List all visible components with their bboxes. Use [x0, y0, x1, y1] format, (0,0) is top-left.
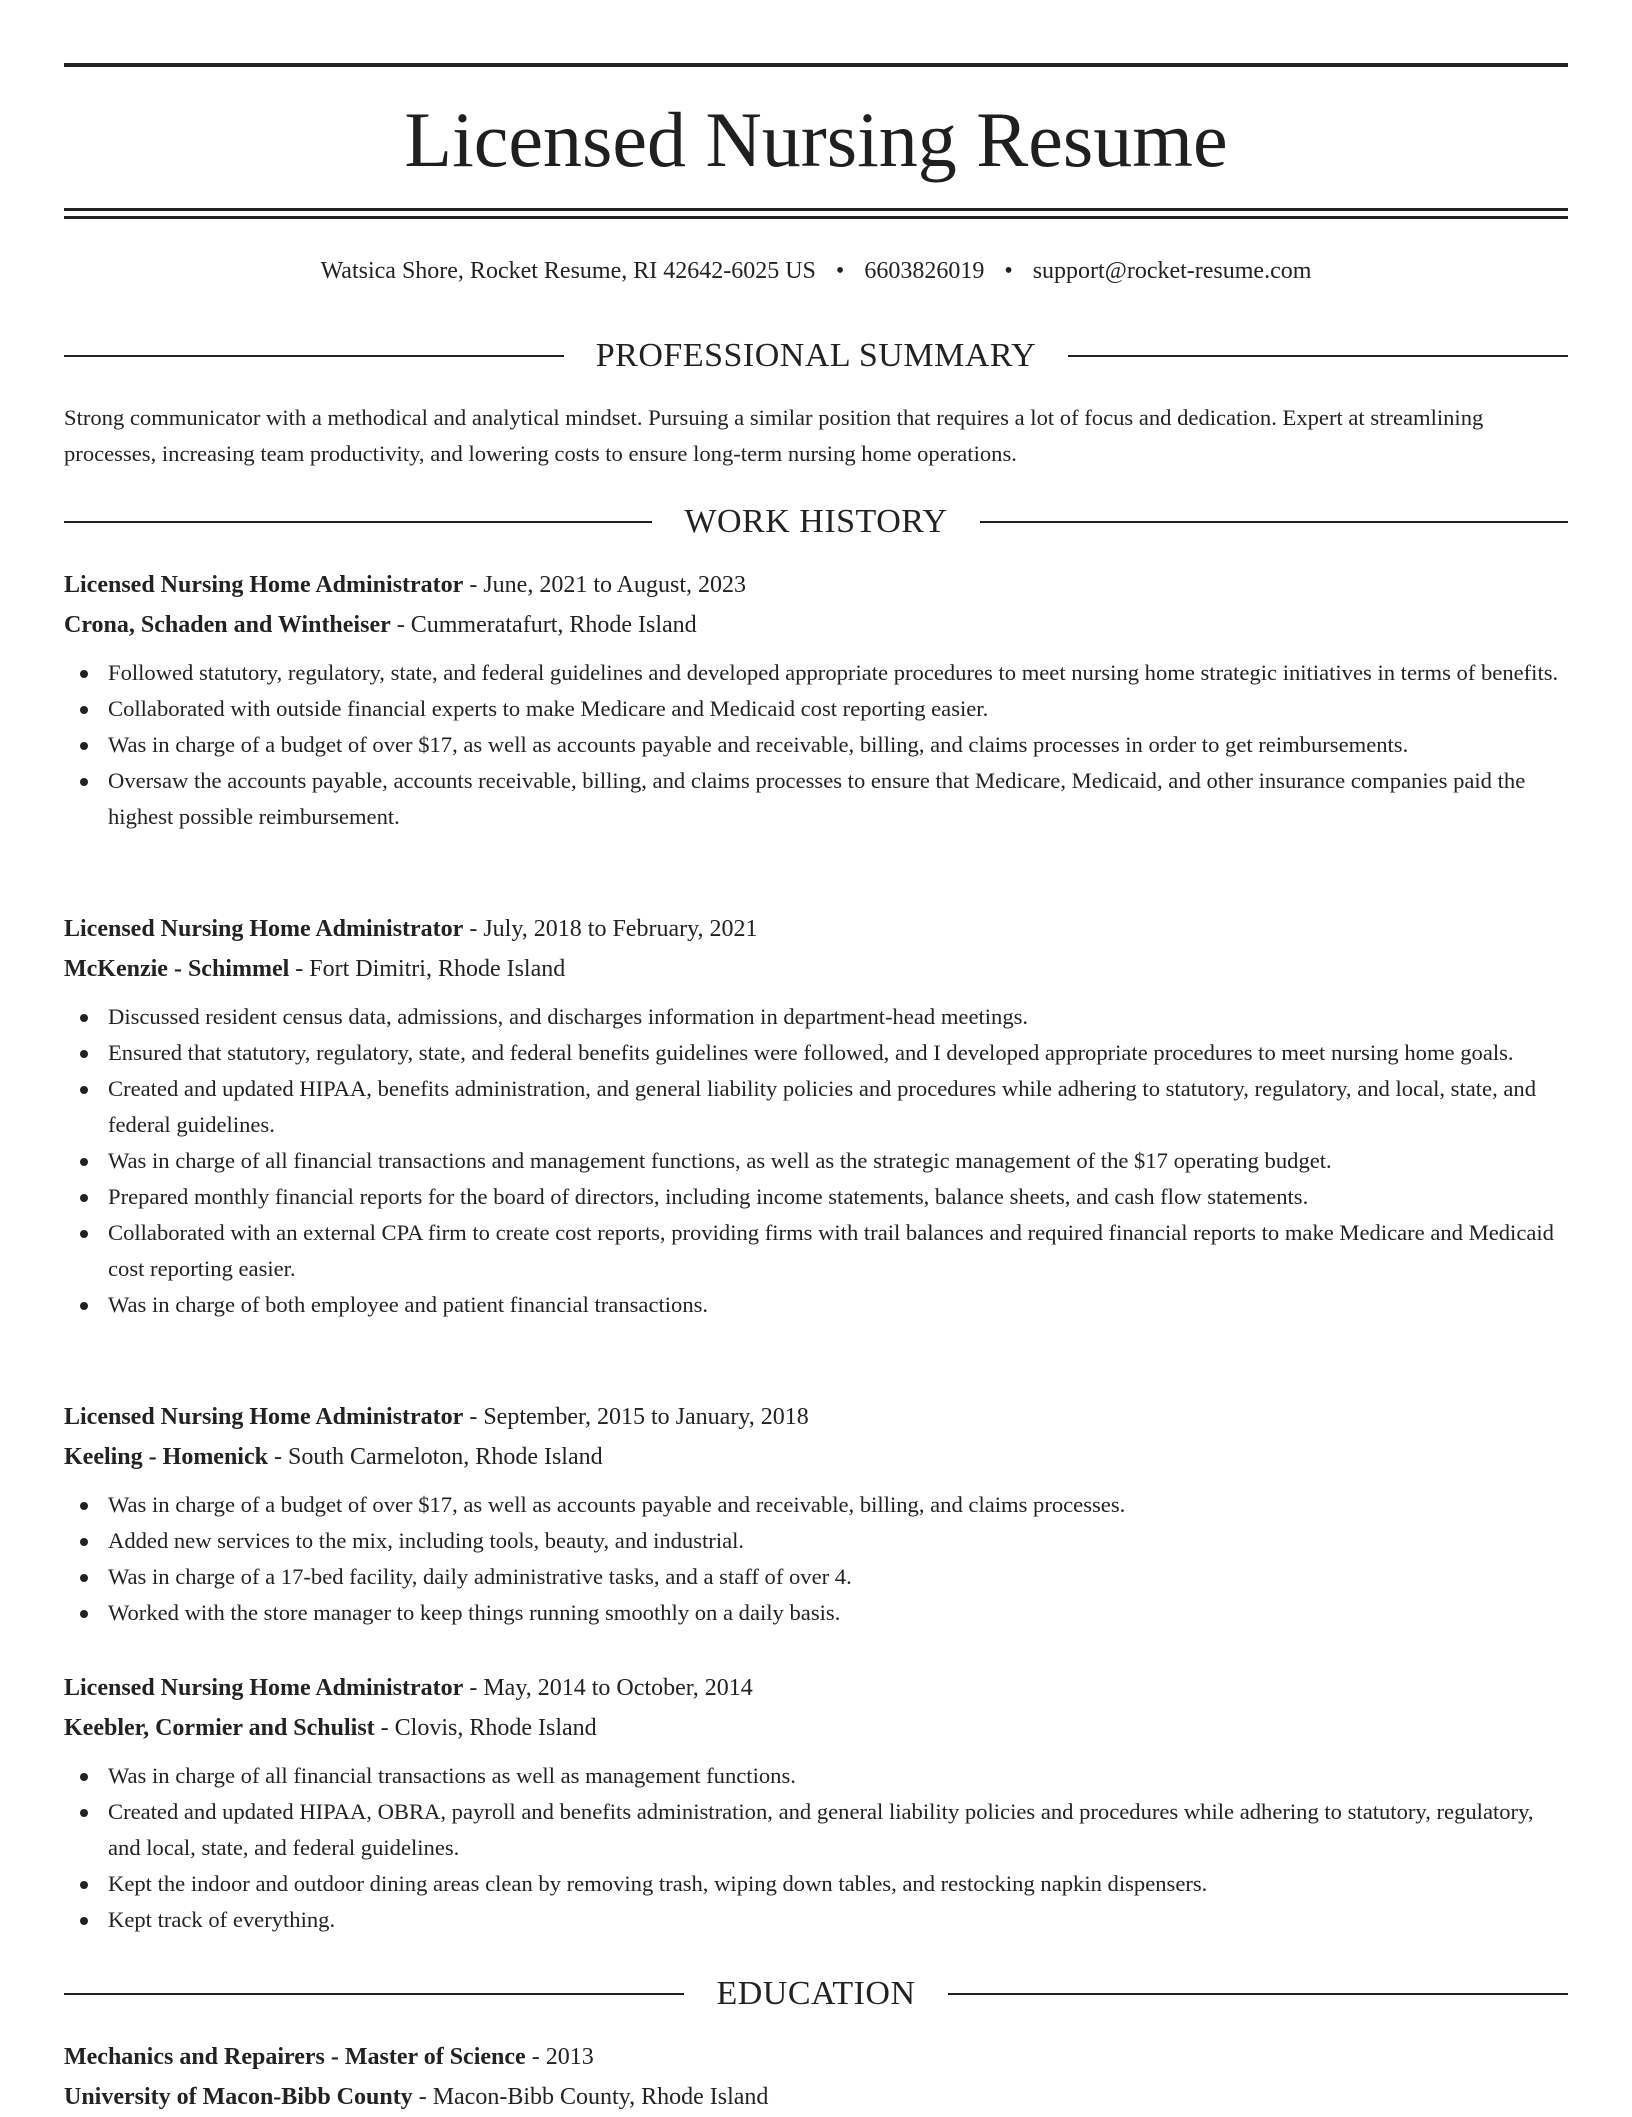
section-heading-work-history	[64, 500, 1568, 544]
dash: -	[469, 916, 478, 942]
job-dates: June, 2021 to August, 2023	[483, 572, 747, 598]
heading-rule	[1068, 355, 1568, 357]
contact-line	[64, 254, 1568, 288]
job-entry	[64, 1668, 1568, 1938]
job-title-line	[64, 909, 1568, 949]
job-bullet: Oversaw the accounts payable, accounts receivable, billing, and claims processes to ensure that Medicare, Medicaid, and other insurance companies paid the highest possible reimbursement.	[64, 763, 1568, 835]
dash: -	[418, 2084, 427, 2110]
job-title-line	[64, 565, 1568, 605]
job-bullet: Added new services to the mix, including tools, beauty, and industrial.	[64, 1523, 1568, 1559]
heading-rule	[64, 521, 652, 523]
job-entry	[64, 1397, 1568, 1631]
top-rule	[64, 63, 1568, 67]
education-school-line	[64, 2077, 1568, 2117]
job-location: Clovis, Rhode Island	[394, 1715, 597, 1741]
job-title: Licensed Nursing Home Administrator	[64, 916, 464, 942]
page-title: Licensed Nursing Resume	[404, 96, 1228, 183]
title-rule-lower	[64, 216, 1568, 219]
job-entry	[64, 565, 1568, 835]
job-bullet: Was in charge of a budget of over $17, as well as accounts payable and receivable, billing, and claims processes.	[64, 1487, 1568, 1523]
summary-text: Strong communicator with a methodical and analytical mindset. Pursuing a similar position that requires a lot of focus and dedication. Expert at streamlining processes, increasing team productivity, and lowering costs to ensure long-term nursing home operations.	[64, 405, 1484, 466]
job-company-line	[64, 949, 1568, 989]
job-company: Crona, Schaden and Wintheiser	[64, 612, 391, 638]
education-degree: Mechanics and Repairers - Master of Science	[64, 2044, 526, 2070]
contact-address: Watsica Shore, Rocket Resume, RI 42642-6025 US	[320, 258, 816, 284]
job-bullet: Kept track of everything.	[64, 1902, 1568, 1938]
heading-rule	[64, 355, 564, 357]
job-company: Keebler, Cormier and Schulist	[64, 1715, 375, 1741]
education-entry	[64, 2037, 1568, 2117]
dash: -	[273, 1444, 282, 1470]
dash: -	[469, 1404, 478, 1430]
job-bullet: Was in charge of a 17-bed facility, daily administrative tasks, and a staff of over 4.	[64, 1559, 1568, 1595]
job-bullet: Kept the indoor and outdoor dining areas clean by removing trash, wiping down tables, and restocking napkin dispensers.	[64, 1866, 1568, 1902]
job-title: Licensed Nursing Home Administrator	[64, 572, 464, 598]
job-bullet: Was in charge of all financial transactions as well as management functions.	[64, 1758, 1568, 1794]
job-company-line	[64, 605, 1568, 645]
contact-email: support@rocket-resume.com	[1032, 258, 1312, 284]
heading-rule	[980, 521, 1568, 523]
job-dates: May, 2014 to October, 2014	[483, 1675, 753, 1701]
dash: -	[380, 1715, 389, 1741]
job-location: Fort Dimitri, Rhode Island	[309, 956, 566, 982]
job-title: Licensed Nursing Home Administrator	[64, 1404, 464, 1430]
job-dates: July, 2018 to February, 2021	[483, 916, 758, 942]
job-dates: September, 2015 to January, 2018	[483, 1404, 809, 1430]
job-bullets	[64, 999, 1568, 1323]
job-company-line	[64, 1708, 1568, 1748]
section-title: PROFESSIONAL SUMMARY	[595, 337, 1037, 374]
dash: -	[295, 956, 304, 982]
section-title: EDUCATION	[716, 1975, 916, 2012]
education-year: 2013	[545, 2044, 594, 2070]
dash: -	[469, 572, 478, 598]
education-school: University of Macon-Bibb County	[64, 2084, 413, 2110]
section-heading-summary	[64, 334, 1568, 378]
job-bullet: Was in charge of both employee and patient financial transactions.	[64, 1287, 1568, 1323]
job-title: Licensed Nursing Home Administrator	[64, 1675, 464, 1701]
dash: -	[396, 612, 405, 638]
job-bullet: Collaborated with outside financial experts to make Medicare and Medicaid cost reporting easier.	[64, 691, 1568, 727]
job-location: South Carmeloton, Rhode Island	[287, 1444, 603, 1470]
heading-rule	[948, 1993, 1568, 1995]
job-entry	[64, 909, 1568, 1323]
job-bullets	[64, 1758, 1568, 1938]
education-degree-line	[64, 2037, 1568, 2077]
job-bullet: Created and updated HIPAA, OBRA, payroll and benefits administration, and general liability policies and procedures while adhering to statutory, regulatory, and local, state, and federal guidelines.	[64, 1794, 1568, 1866]
contact-separator: •	[835, 258, 845, 284]
job-company-line	[64, 1437, 1568, 1477]
job-location: Cummeratafurt, Rhode Island	[410, 612, 697, 638]
dash: -	[531, 2044, 540, 2070]
job-title-line	[64, 1397, 1568, 1437]
job-bullet: Was in charge of all financial transactions and management functions, as well as the strategic management of the $17 operating budget.	[64, 1143, 1568, 1179]
title-rule-upper	[64, 208, 1568, 211]
job-company: Keeling - Homenick	[64, 1444, 268, 1470]
contact-phone: 6603826019	[864, 258, 985, 284]
dash: -	[469, 1675, 478, 1701]
job-bullet: Prepared monthly financial reports for the board of directors, including income statements, balance sheets, and cash flow statements.	[64, 1179, 1568, 1215]
contact-separator: •	[1004, 258, 1013, 284]
job-bullet: Ensured that statutory, regulatory, state, and federal benefits guidelines were followed, and I developed appropriate procedures to meet nursing home goals.	[64, 1035, 1568, 1071]
job-bullet: Created and updated HIPAA, benefits administration, and general liability policies and procedures while adhering to statutory, regulatory, and local, state, and federal guidelines.	[64, 1071, 1568, 1143]
job-bullet: Worked with the store manager to keep things running smoothly on a daily basis.	[64, 1595, 1568, 1631]
heading-rule	[64, 1993, 684, 1995]
job-bullet: Was in charge of a budget of over $17, as well as accounts payable and receivable, billing, and claims processes in order to get reimbursements.	[64, 727, 1568, 763]
section-heading-education	[64, 1972, 1568, 2016]
job-bullet: Followed statutory, regulatory, state, and federal guidelines and developed appropriate procedures to meet nursing home strategic initiatives in terms of benefits.	[64, 655, 1568, 691]
job-bullet: Collaborated with an external CPA firm to create cost reports, providing firms with trail balances and required financial reports to make Medicare and Medicaid cost reporting easier.	[64, 1215, 1568, 1287]
job-company: McKenzie - Schimmel	[64, 956, 290, 982]
job-bullet: Discussed resident census data, admissions, and discharges information in department-head meetings.	[64, 999, 1568, 1035]
job-bullets	[64, 655, 1568, 835]
job-title-line	[64, 1668, 1568, 1708]
section-title: WORK HISTORY	[684, 503, 948, 540]
job-bullets	[64, 1487, 1568, 1631]
education-location: Macon-Bibb County, Rhode Island	[432, 2084, 769, 2110]
